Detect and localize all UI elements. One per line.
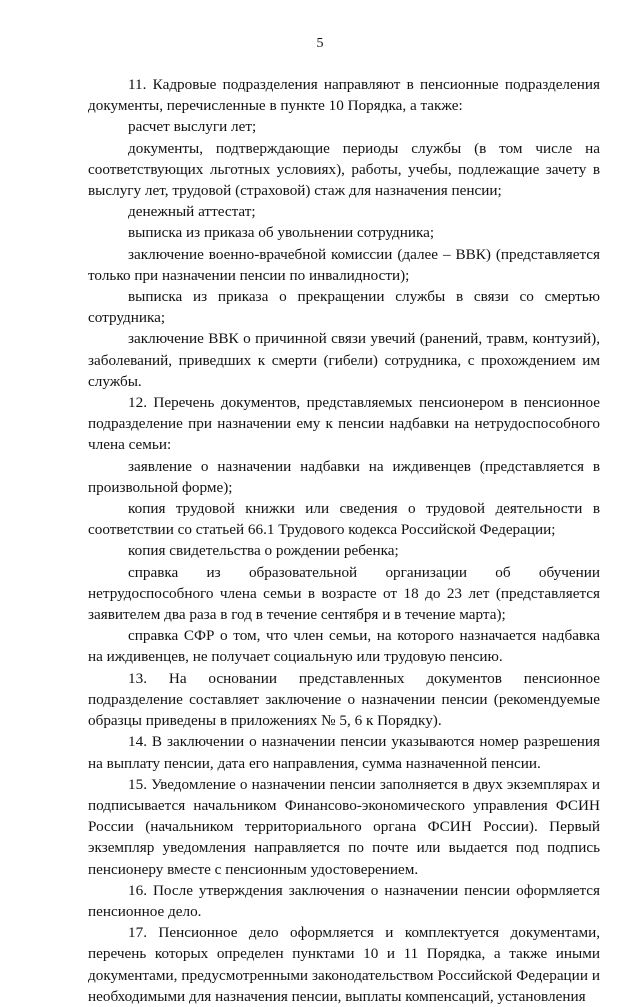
paragraph: 17. Пенсионное дело оформляется и комплектуется документами, перечень которых определен пунктами 10 и 11 Порядка, а также иными документами, предусмотренными законодательством Российской Федерации и необходимыми для назначения пенсии, выплаты компенсаций, установления	[88, 924, 600, 1005]
paragraph: копия трудовой книжки или сведения о трудовой деятельности в соответствии со статьей 66.1 Трудового кодекса Российской Федерации;	[88, 500, 600, 539]
paragraph: 15. Уведомление о назначении пенсии заполняется в двух экземплярах и подписывается начальником Финансово-экономического управления ФСИН России (начальником территориального органа ФСИН России). Первый экземпляр уведомления направляется по почте или выдается под подпись пенсионеру вместе с пенсионным удостоверением.	[88, 775, 600, 878]
paragraph: 11. Кадровые подразделения направляют в пенсионные подразделения документы, перечисленные в пункте 10 Порядка, а также:	[88, 76, 600, 115]
paragraph: денежный аттестат;	[128, 203, 256, 221]
paragraph: заключение военно-врачебной комиссии (далее – ВВК) (представляется только при назначении пенсии по инвалидности);	[88, 245, 600, 284]
paragraph: заявление о назначении надбавки на иждивенцев (представляется в произвольной форме);	[88, 457, 600, 496]
paragraph: заключение ВВК о причинной связи увечий (ранений, травм, контузий), заболеваний, приведших к смерти (гибели) сотрудника, с прохождением им службы.	[88, 330, 600, 390]
paragraph: копия свидетельства о рождении ребенка;	[128, 542, 399, 560]
paragraph: 16. После утверждения заключения о назначении пенсии оформляется пенсионное дело.	[88, 881, 600, 920]
paragraph: справка СФР о том, что член семьи, на которого назначается надбавка на иждивенцев, не получает социальную или трудовую пенсию.	[88, 627, 600, 666]
paragraph: документы, подтверждающие периоды службы (в том числе на соответствующих льготных условиях), работы, учебы, подлежащие зачету в выслугу лет, трудовой (страховой) стаж для назначения пенсии;	[88, 139, 600, 200]
paragraph: 14. В заключении о назначении пенсии указываются номер разрешения на выплату пенсии, дата его направления, сумма назначенной пенсии.	[88, 733, 600, 772]
paragraph: выписка из приказа о прекращении службы в связи со смертью сотрудника;	[88, 288, 600, 327]
page-number: 5	[316, 36, 324, 51]
paragraph: 13. На основании представленных документов пенсионное подразделение составляет заключение о назначении пенсии (рекомендуемые образцы приведены в приложениях № 5, 6 к Порядку).	[88, 669, 600, 730]
paragraph: справка из образовательной организации об обучении нетрудоспособного члена семьи в возрасте от 18 до 23 лет (представляется заявителем два раза в год в течение сентября и в течение марта);	[88, 563, 600, 624]
paragraph: расчет выслуги лет;	[128, 118, 257, 136]
paragraph: 12. Перечень документов, представляемых пенсионером в пенсионное подразделение при назначении ему к пенсии надбавки на нетрудоспособного члена семьи:	[88, 394, 600, 454]
document-body	[88, 74, 600, 1007]
paragraph: выписка из приказа об увольнении сотрудника;	[128, 224, 435, 242]
